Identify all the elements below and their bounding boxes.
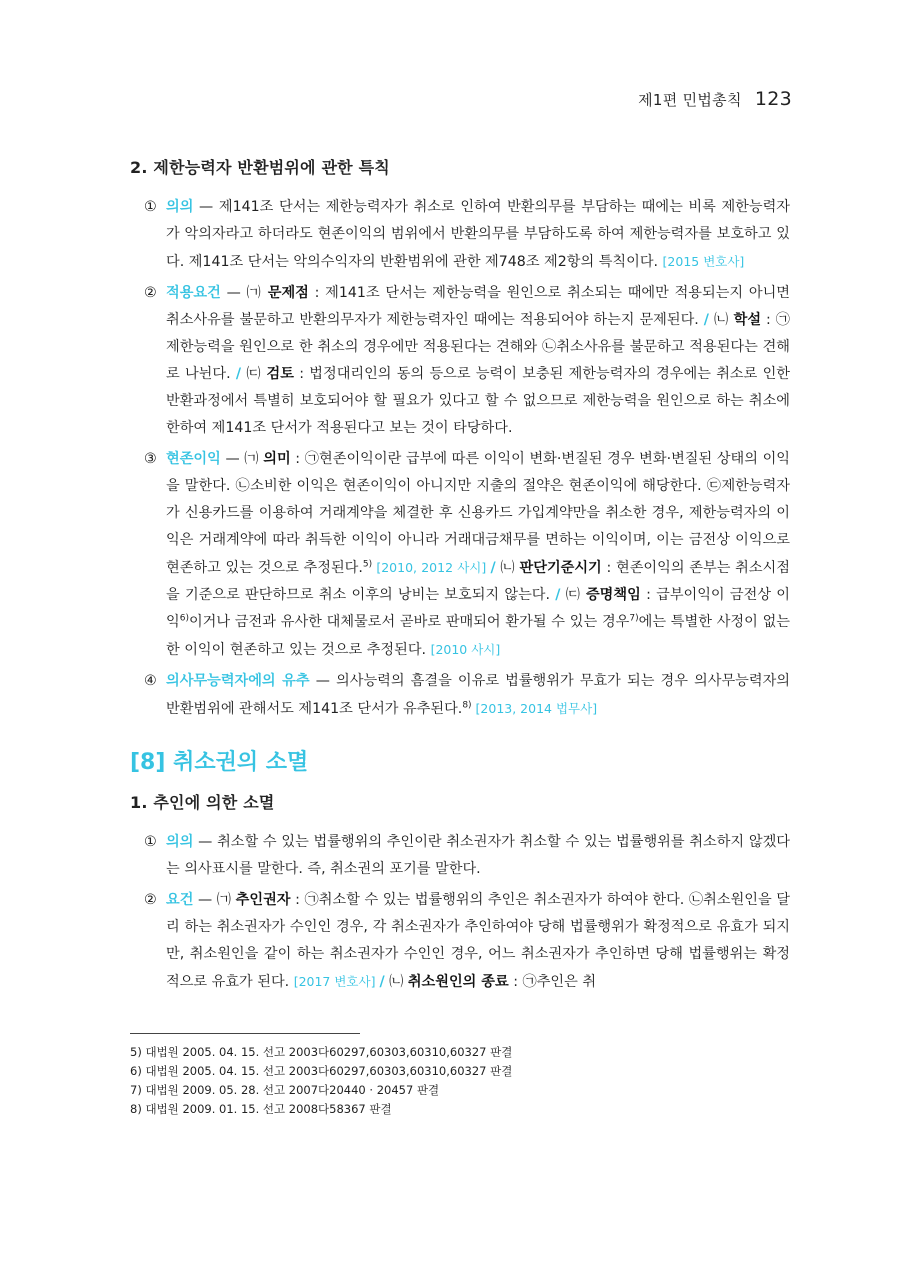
list-item — [130, 280, 790, 442]
item-text: — 의사능력의 흠결을 이유로 법률행위가 무효가 되는 경우 의사무능력자의 반환범위에 관해서도 제141조 단서가 유추된다. — [166, 673, 790, 717]
page-body — [130, 155, 790, 1000]
sub-label: 판단기준시기 — [519, 560, 602, 576]
footnote-marker[interactable]: 8) — [462, 700, 472, 711]
list-item — [130, 446, 790, 664]
item-text: : 급부이익이 금전상 이익 — [166, 587, 790, 630]
exam-reference: [2010 사시] — [430, 642, 501, 657]
separator: / — [379, 974, 385, 990]
footnote: 5) 대법원 2005. 04. 15. 선고 2003다60297,60303,60310,60327 판결 — [130, 1045, 513, 1059]
sub-label: 증명책임 — [585, 587, 641, 603]
sub-label: 검토 — [266, 366, 294, 382]
item-text: : ㉠추인은 취 — [508, 974, 597, 990]
separator: / — [490, 560, 496, 576]
item-number: ② — [144, 892, 157, 908]
item-number: ① — [144, 199, 157, 215]
sub-label: 추인권자 — [235, 892, 291, 908]
sub-label: 학설 — [733, 312, 762, 328]
item-number: ④ — [144, 673, 157, 689]
item-text: : ㉠제한능력을 원인으로 한 취소의 경우에만 적용된다는 견해와 ㉡취소사유를 불문하고 적용된다는 견해로 나뉜다. — [166, 312, 790, 382]
list-item — [130, 668, 790, 723]
item-text: : 제141조 단서는 제한능력을 원인으로 취소되는 때에만 적용되는지 아니면 취소사유를 불문하고 반환의무자가 제한능력자인 때에는 적용되어야 하는지 문제된다. — [166, 285, 790, 328]
item-text: — ㈀ — [220, 451, 264, 467]
list-item — [130, 829, 790, 883]
item-keyword: 적용요건 — [166, 285, 221, 301]
item-text: — ㈀ — [193, 892, 236, 908]
page-number: 123 — [754, 88, 792, 110]
sub-label: 취소원인의 종료 — [407, 974, 509, 990]
item-number: ③ — [144, 451, 157, 467]
footnote: 8) 대법원 2009. 01. 15. 선고 2008다58367 판결 — [130, 1102, 392, 1116]
footnotes — [130, 1043, 512, 1119]
item-text: : ㉠취소할 수 있는 법률행위의 추인은 취소권자가 하여야 한다. ㉡취소원인을 달리 하는 취소권자가 수인인 경우, 각 취소권자가 추인하여야 당해 법률행위가 확정적으로 유효가 되지만, 취소원인을 같이 하는 취소권자가 수인인 경우, 어느 취소권자가 추인하면 당해 법률행위는 확정적으로 유효가 된다. — [166, 892, 791, 990]
item-text: ㈁ — [384, 974, 408, 990]
item-number: ② — [144, 285, 157, 301]
item-text: ㈁ — [708, 312, 734, 328]
item-number: ① — [144, 834, 157, 850]
footnote-marker[interactable]: 6) — [179, 613, 189, 624]
separator: / — [235, 366, 242, 382]
sub-label: 문제점 — [267, 285, 309, 301]
list-item — [130, 194, 790, 276]
item-text: ㈂ — [241, 366, 267, 382]
item-keyword: 현존이익 — [166, 451, 221, 467]
item-text: ㈁ — [495, 560, 520, 576]
exam-reference: [2015 변호사] — [662, 254, 745, 269]
separator: / — [555, 587, 561, 603]
footnote: 6) 대법원 2005. 04. 15. 선고 2003다60297,60303,60310,60327 판결 — [130, 1064, 513, 1078]
exam-reference: [2017 변호사] — [293, 974, 380, 989]
item-text: : ㉠현존이익이란 급부에 따른 이익이 변화·변질된 경우 변화·변질된 상태의 이익을 말한다. ㉡소비한 이익은 현존이익이 아니지만 지출의 절약은 현존이익에 해당한다. ㉢제한능력자가 신용카드를 이용하여 거래계약을 체결한 후 신용카드 가입계약만을 취소한 경우, 제한능력자의 이익은 거래계약에 따라 취득한 이익이 아니라 거래대금채무를 면하는 이익이며, 이는 금전상 이익으로 현존하고 있는 것으로 추정된다. — [166, 451, 791, 576]
item-keyword: 의의 — [166, 199, 194, 215]
item-text: — 취소할 수 있는 법률행위의 추인이란 취소권자가 취소할 수 있는 법률행위를 취소하지 않겠다는 의사표시를 말한다. 즉, 취소권의 포기를 말한다. — [166, 834, 790, 877]
item-text: — ㈀ — [220, 285, 268, 301]
header-title: 제1편 민법총칙 — [638, 91, 742, 109]
chapter-heading: [8] 취소권의 소멸 — [130, 750, 309, 775]
exam-reference: [2010, 2012 사시] — [372, 560, 491, 575]
list-item — [130, 887, 790, 996]
section-heading: 1. 추인에 의한 소멸 — [130, 793, 275, 812]
item-text: — 제141조 단서는 제한능력자가 취소로 인하여 반환의무를 부담하는 때에는 비록 제한능력자가 악의자라고 하더라도 현존이익의 범위에서 반환의무를 부담하도록 하여 제한능력자를 보호하고 있다. 제141조 단서는 악의수익자의 반환범위에 관한 제748조 제2항의 특칙이다. — [166, 199, 790, 270]
item-keyword: 의의 — [166, 834, 194, 850]
item-text: 에는 특별한 사정이 없는 한 이익이 현존하고 있는 것으로 추정된다. — [166, 614, 790, 658]
separator: / — [703, 312, 709, 328]
exam-reference: [2013, 2014 법무사] — [471, 701, 598, 716]
sub-label: 의미 — [263, 451, 291, 467]
item-text: : 법정대리인의 동의 등으로 능력이 보충된 제한능력자의 경우에는 취소로 인한 반환과정에서 특별히 보호되어야 할 필요가 있다고 할 수 없으므로 제한능력을 원인으로 하는 취소에 한하여 제141조 단서가 적용된다고 보는 것이 타당하다. — [166, 366, 790, 436]
footnote-marker[interactable]: 5) — [362, 559, 373, 570]
item-text: ㈂ — [560, 587, 586, 603]
footnote-divider — [130, 1033, 360, 1034]
item-keyword: 요건 — [166, 892, 194, 908]
footnote: 7) 대법원 2009. 05. 28. 선고 2007다20440 · 20457 판결 — [130, 1083, 440, 1097]
item-text: 이거나 금전과 유사한 대체물로서 곧바로 판매되어 환가될 수 있는 경우 — [188, 614, 630, 630]
item-text: : 현존이익의 존부는 취소시점을 기준으로 판단하므로 취소 이후의 낭비는 보호되지 않는다. — [166, 560, 790, 603]
item-keyword: 의사무능력자에의 유추 — [166, 673, 310, 689]
section-heading: 2. 제한능력자 반환범위에 관한 특칙 — [130, 158, 390, 177]
footnote-marker[interactable]: 7) — [629, 613, 639, 624]
running-header — [638, 88, 792, 110]
